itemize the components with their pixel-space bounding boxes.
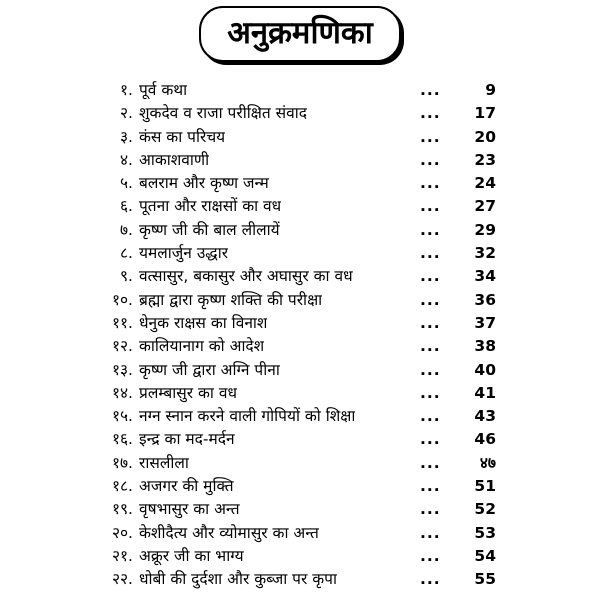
toc-entry-leader: ... bbox=[420, 174, 441, 193]
toc-entry-number: १९. bbox=[111, 500, 133, 519]
toc-entry-leader: ... bbox=[420, 430, 441, 449]
toc-entry-page-number: 53 bbox=[474, 523, 496, 542]
toc-entry-page-number: ४७ bbox=[479, 453, 496, 472]
toc-entry-leader: ... bbox=[420, 104, 441, 123]
toc-entry-number: ४. bbox=[120, 150, 133, 169]
toc-entry bbox=[0, 172, 600, 195]
toc-entry bbox=[0, 265, 600, 288]
toc-entry-number: ५. bbox=[120, 174, 133, 193]
toc-entry-number: १३. bbox=[111, 360, 133, 379]
toc-entry-title: बलराम और कृष्ण जन्म bbox=[139, 174, 269, 193]
toc-entry-leader: ... bbox=[420, 197, 441, 216]
toc-entry bbox=[0, 149, 600, 172]
toc-entry-number: १७. bbox=[111, 453, 133, 472]
toc-entry-number: २०. bbox=[111, 523, 133, 542]
toc-entry-title: धोबी की दुर्दशा और कुब्जा पर कृपा bbox=[139, 570, 337, 589]
toc-entry-title: शुकदेव व राजा परीक्षित संवाद bbox=[139, 104, 307, 123]
toc-entry-number: ७. bbox=[120, 220, 133, 239]
toc-entry-leader: ... bbox=[420, 220, 441, 239]
toc-entry-title: कृष्ण जी द्वारा अग्नि पीना bbox=[139, 360, 280, 379]
toc-entry-title: वत्सासुर, बकासुर और अघासुर का वध bbox=[139, 267, 353, 286]
toc-entry-title: अजगर की मुक्ति bbox=[139, 477, 234, 496]
toc-entry-title: पूतना और राक्षसों का वध bbox=[139, 197, 282, 216]
toc-entry-leader: ... bbox=[420, 383, 441, 402]
toc-entry bbox=[0, 522, 600, 545]
toc-entry-leader: ... bbox=[420, 267, 441, 286]
toc-entry-page-number: 52 bbox=[474, 500, 496, 519]
toc-entry-leader: ... bbox=[420, 244, 441, 263]
toc-entry-page-number: 24 bbox=[474, 174, 496, 193]
title-banner bbox=[0, 6, 600, 62]
toc-entry-page-number: 34 bbox=[474, 267, 496, 286]
toc-entry-number: १२. bbox=[111, 337, 133, 356]
toc-entry bbox=[0, 382, 600, 405]
toc-entry-page-number: 29 bbox=[474, 220, 496, 239]
toc-entry-page-number: 27 bbox=[474, 197, 496, 216]
table-of-contents bbox=[0, 79, 600, 592]
toc-entry-leader: ... bbox=[420, 81, 441, 99]
toc-entry-leader: ... bbox=[420, 407, 441, 426]
toc-entry-title: कृष्ण जी की बाल लीलायें bbox=[139, 220, 280, 239]
toc-entry-title: इन्द्र का मद-मर्दन bbox=[139, 430, 235, 449]
toc-entry-number: ९. bbox=[120, 267, 133, 286]
toc-entry bbox=[0, 568, 600, 591]
toc-entry-page-number: 17 bbox=[474, 104, 496, 123]
toc-entry-number: ८. bbox=[120, 244, 133, 263]
toc-entry-title: ब्रह्मा द्वारा कृष्ण शक्ति की परीक्षा bbox=[139, 290, 323, 309]
toc-entry-number: २. bbox=[120, 104, 133, 123]
toc-entry bbox=[0, 545, 600, 568]
toc-entry-page-number: 54 bbox=[474, 546, 496, 565]
toc-entry-number: ३. bbox=[120, 127, 133, 146]
toc-entry bbox=[0, 79, 600, 102]
toc-entry bbox=[0, 498, 600, 521]
toc-entry-number: १. bbox=[120, 81, 133, 99]
toc-entry-number: १६. bbox=[111, 430, 133, 449]
toc-entry-title: केशीदैत्य और व्योमासुर का अन्त bbox=[139, 523, 319, 542]
toc-entry bbox=[0, 219, 600, 242]
toc-entry-number: २२. bbox=[111, 570, 133, 589]
toc-entry-leader: ... bbox=[420, 546, 441, 565]
toc-entry bbox=[0, 428, 600, 451]
toc-entry-number: १८. bbox=[111, 477, 133, 496]
toc-entry bbox=[0, 242, 600, 265]
toc-entry-leader: ... bbox=[420, 523, 441, 542]
toc-entry bbox=[0, 335, 600, 358]
toc-entry-number: २१. bbox=[111, 546, 133, 565]
toc-entry-page-number: 51 bbox=[474, 477, 496, 496]
toc-entry-page-number: 36 bbox=[474, 290, 496, 309]
toc-entry-title: कालियानाग को आदेश bbox=[139, 337, 265, 356]
toc-entry-title: कंस का परिचय bbox=[139, 127, 226, 146]
toc-entry bbox=[0, 195, 600, 218]
toc-entry bbox=[0, 102, 600, 125]
toc-entry-title: यमलार्जुन उद्धार bbox=[139, 244, 229, 263]
toc-entry-leader: ... bbox=[420, 290, 441, 309]
toc-entry-leader: ... bbox=[420, 313, 441, 332]
toc-entry-leader: ... bbox=[420, 570, 441, 589]
toc-entry bbox=[0, 452, 600, 475]
toc-entry-page-number: 23 bbox=[474, 150, 496, 169]
toc-entry-leader: ... bbox=[420, 500, 441, 519]
toc-entry-page-number: 46 bbox=[474, 430, 496, 449]
toc-entry-number: १०. bbox=[111, 290, 133, 309]
toc-entry-number: १५. bbox=[111, 407, 133, 426]
toc-entry-title: वृषभासुर का अन्त bbox=[139, 500, 240, 519]
toc-entry-title: धेनुक राक्षस का विनाश bbox=[139, 313, 268, 332]
toc-entry-page-number: 37 bbox=[474, 313, 496, 332]
toc-entry bbox=[0, 359, 600, 382]
toc-entry-page-number: 38 bbox=[474, 337, 496, 356]
toc-entry-leader: ... bbox=[420, 360, 441, 379]
toc-entry-leader: ... bbox=[420, 127, 441, 146]
toc-entry-title: पूर्व कथा bbox=[139, 81, 188, 99]
toc-entry-leader: ... bbox=[420, 337, 441, 356]
toc-entry-title: अक्रूर जी का भाग्य bbox=[139, 546, 244, 565]
toc-entry bbox=[0, 475, 600, 498]
toc-entry-page-number: 32 bbox=[474, 244, 496, 263]
toc-entry-title: रासलीला bbox=[139, 453, 189, 472]
toc-entry-page-number: 20 bbox=[474, 127, 496, 146]
page-title: अनुक्रमणिका bbox=[199, 6, 401, 62]
toc-entry-leader: ... bbox=[420, 453, 441, 472]
toc-entry-page-number: 9 bbox=[485, 81, 496, 99]
toc-entry-leader: ... bbox=[420, 150, 441, 169]
toc-entry-page-number: 40 bbox=[474, 360, 496, 379]
toc-entry bbox=[0, 289, 600, 312]
toc-entry-page-number: 55 bbox=[474, 570, 496, 589]
toc-entry-leader: ... bbox=[420, 477, 441, 496]
toc-entry-number: ११. bbox=[111, 313, 133, 332]
toc-entry bbox=[0, 312, 600, 335]
toc-entry-number: ६. bbox=[120, 197, 133, 216]
toc-entry-number: १४. bbox=[111, 383, 133, 402]
toc-entry-page-number: 43 bbox=[474, 407, 496, 426]
toc-entry bbox=[0, 405, 600, 428]
toc-entry-page-number: 41 bbox=[474, 383, 496, 402]
toc-entry-title: प्रलम्बासुर का वध bbox=[139, 383, 237, 402]
toc-entry bbox=[0, 126, 600, 149]
toc-entry-title: आकाशवाणी bbox=[139, 150, 210, 169]
toc-entry-title: नग्न स्नान करने वाली गोपियों को शिक्षा bbox=[139, 407, 356, 426]
